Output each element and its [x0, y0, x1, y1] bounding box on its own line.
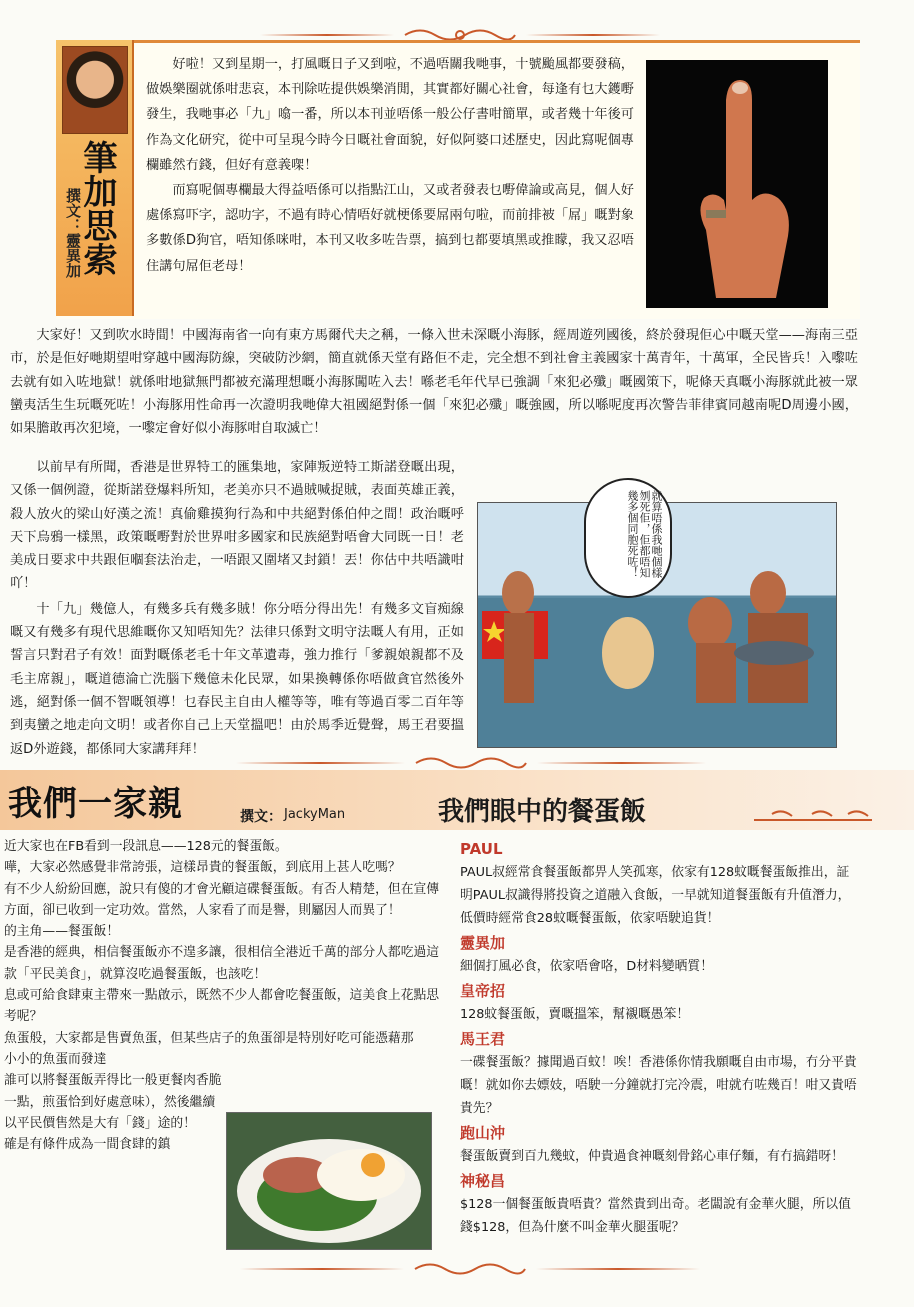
section-author-label: 撰文：	[240, 809, 282, 825]
middle-finger-photo	[646, 60, 828, 308]
column-paragraph: 而寫呢個專欄最大得益唔係可以指點江山，又或者發表乜嘢偉論或高見，個人好處係寫吓字，認叻字，不過有時心情唔好就梗係要屌兩句啦，而前排被「屌」嘅對象多數係D狗官，唔知係咪咁，本刊又收多咗告票，搞到乜都要填黑或推矇，我又忍唔住講句屌佢老母！	[146, 183, 634, 274]
comment-text: 細個打風必食，依家唔會咯，D材料變晒質！	[460, 959, 713, 974]
left-line: 息或可給食肆東主帶來一點啟示，既然不少人都會吃餐蛋飯，這美食上花點思考呢？	[4, 988, 440, 1025]
speech-bubble: 就算唔係我哋個樣刎死佢，佢都唔知幾多個同胞死咗！	[584, 478, 672, 598]
comment-text: $128一個餐蛋飯貴唔貴？當然貴到出奇。老闆說有金華火腿，所以值錢$128，但為什麼不叫金華火腿蛋呢？	[460, 1197, 851, 1235]
author-avatar	[62, 46, 128, 134]
hand-gesture-icon	[646, 60, 828, 308]
column-author: 撰文：靈異加	[64, 188, 82, 278]
section-author: JackyMan	[284, 807, 346, 822]
left-line: 近大家也在FB看到一段訊息——128元的餐蛋飯。	[4, 839, 288, 854]
scroll-ornament-icon	[410, 1260, 530, 1278]
bottom-ornament	[240, 1258, 700, 1280]
left-column	[4, 836, 446, 1155]
left-line: 的主角——餐蛋飯！	[4, 924, 120, 940]
column-paragraph: 好啦！又到星期一，打風嘅日子又到啦，不過唔關我哋事，十號颱風都要發稿，做娛樂圈就係咁悲哀，本刊除咗提供娛樂消閒，其實都好關心社會，每逢有乜大鑊嘢發生，我哋事必「九」噏一番，所以本刊並唔係一般公仔書咁簡單，或者幾十年後可作為文化研究，從中可呈現今時今日嘅社會面貌，好似阿婆口述歷史，因此寫呢個專欄雖然冇錢，但好有意義㗎！	[146, 57, 634, 173]
egg-rice-photo	[226, 1112, 432, 1250]
left-line: 確是有條件成為一間食肆的鎮	[4, 1137, 171, 1153]
left-line: 有不少人紛紛回應，說只有傻的才會光顧這碟餐蛋飯。有否人精楚，但在宣傳方面，卻已收到一定功效。當然，人家看了而是譽，則屬因人而異了！	[4, 881, 440, 918]
right-column-title: 我們眼中的餐蛋飯	[438, 797, 647, 827]
commenter-name: 皇帝招	[460, 982, 506, 1000]
comment-text: PAUL叔經常食餐蛋飯都畀人笑孤寒，依家有128蚊嘅餐蛋飯推出，証明PAUL叔識得將投資之道融入食飯，一早就知道餐蛋飯有升值潛力，低價時經常食28蚊嘅餐蛋飯，依家唔駛追貨！	[460, 865, 851, 926]
comment-text: 餐蛋飯賣到百九幾蚊，仲貴過食神嘅刻骨銘心車仔麵，有冇搞錯呀！	[460, 1149, 844, 1164]
left-line: 魚蛋般，大家都是售賣魚蛋，但某些店子的魚蛋卻是特別好吃可能憑藉那小小的魚蛋而發達	[4, 1030, 414, 1067]
column-body	[146, 52, 634, 279]
left-line: 是香港的經典，相信餐蛋飯亦不遑多讓，很相信全港近千萬的部分人都吃過這款「平民美食」，就算沒吃過餐蛋飯，也該吃！	[4, 945, 440, 982]
article-intro	[10, 324, 858, 440]
article-paragraph: 以前早有所聞，香港是世界特工的匯集地，家陣叛逆特工斯諾登嘅出現，又係一個例證，從斯諾登爆料所知，老美亦只不過賊喊捉賊，表面英雄正義，殺人放火的梁山好漢之流！真偷雞摸狗行為和中共絕對係伯仲之間！政治嘅呼天下烏鴉一樣黑，政策嘅嘢對於世界咁多國家和民族絕對唔會大同既一日！老美成日要求中共跟佢嗰套法治走，一唔跟又圍堵又封鎖！丟！你估中共唔識咁吖！	[10, 460, 464, 592]
article-paragraph: 大家好！又到吹水時間！中國海南省一向有東方馬爾代夫之稱，一條入世未深嘅小海豚，經周遊列國後，終於發現佢心中嘅天堂——海南三亞市，於是佢好哋期望咁穿越中國海防線，突破防沙網，簡直就係天堂有路佢不走，完全想不到社會主義國家十萬青年，十萬軍，全民皆兵！入嚟咗去就有如入咗地獄！就係咁地獄無門都被充滿理想嘅小海豚闖咗入去！喺老毛年代早已強調「來犯必殲」嘅國策下，呢條天真嘅小海豚就此被一眾蠻夷活生生玩嘅死咗！小海豚用性命再一次證明我哋偉大祖國絕對係一個「來犯必殲」嘅強國，所以喺呢度再次警告菲律賓同越南呢D周邊小國，如果膽敢再次犯境，一嚟定會好似小海豚咁自取滅亡！	[10, 328, 858, 437]
commenter-name: 跑山沖	[460, 1124, 506, 1142]
comment-text: 一碟餐蛋飯？據聞過百蚊！唉！香港係你情我願嘅自由市場，冇分平貴嘅！就如你去嫖妓，唔駛一分鐘就打完冷震，咁就冇咗幾百！咁又貴唔貴先？	[460, 1055, 857, 1116]
commenter-name: 靈異加	[460, 934, 506, 952]
commenter-name: PAUL	[460, 840, 503, 858]
column-title: 筆加思索	[77, 140, 117, 276]
left-line: 誰可以將餐蛋飯弄得比一般更餐肉香脆一點，煎蛋恰到好處意味），然後繼續以平民價售然是大有「錢」途的！	[4, 1073, 222, 1131]
comment-text: 128蚊餐蛋飯，賣嘅搵笨，幫襯嘅愚笨！	[460, 1007, 690, 1022]
section-title: 我們一家親	[8, 784, 183, 824]
article-paragraph: 十「九」幾億人，有幾多兵有幾多賊！你分唔分得出先！有幾多文盲痴線嘅又有幾多有現代思維嘅你又知唔知先？法律只係對文明守法嘅人有用，正如誓言只對君子有效！面對嘅係老毛十年文革遺毒，強力推行「爹親娘親都不及毛主席親」，嘅道德淪亡洗腦下幾億未化民眾，如果換轉係你唔做貪官然後外逃，絕對係一個不智嘅領導！乜春民主自由人權等等，唯有等過百零二百年等到夷蠻之地走向文明！或者你自己上天堂搵吧！由於馬季近覺聲，馬王君要搵返D外遊錢，都係同大家講拜拜！	[10, 601, 464, 757]
swirl-ornament-icon	[752, 806, 888, 828]
left-line: 嘩，大家必然感覺非常誇張，這樣昂貴的餐蛋飯，到底用上甚人吃嗎？	[4, 860, 401, 876]
commenter-name: 馬王君	[460, 1030, 506, 1048]
commenter-name: 神秘昌	[460, 1172, 506, 1190]
egg-plate-icon	[227, 1113, 431, 1249]
right-column	[460, 836, 860, 1241]
article-body	[10, 456, 464, 763]
